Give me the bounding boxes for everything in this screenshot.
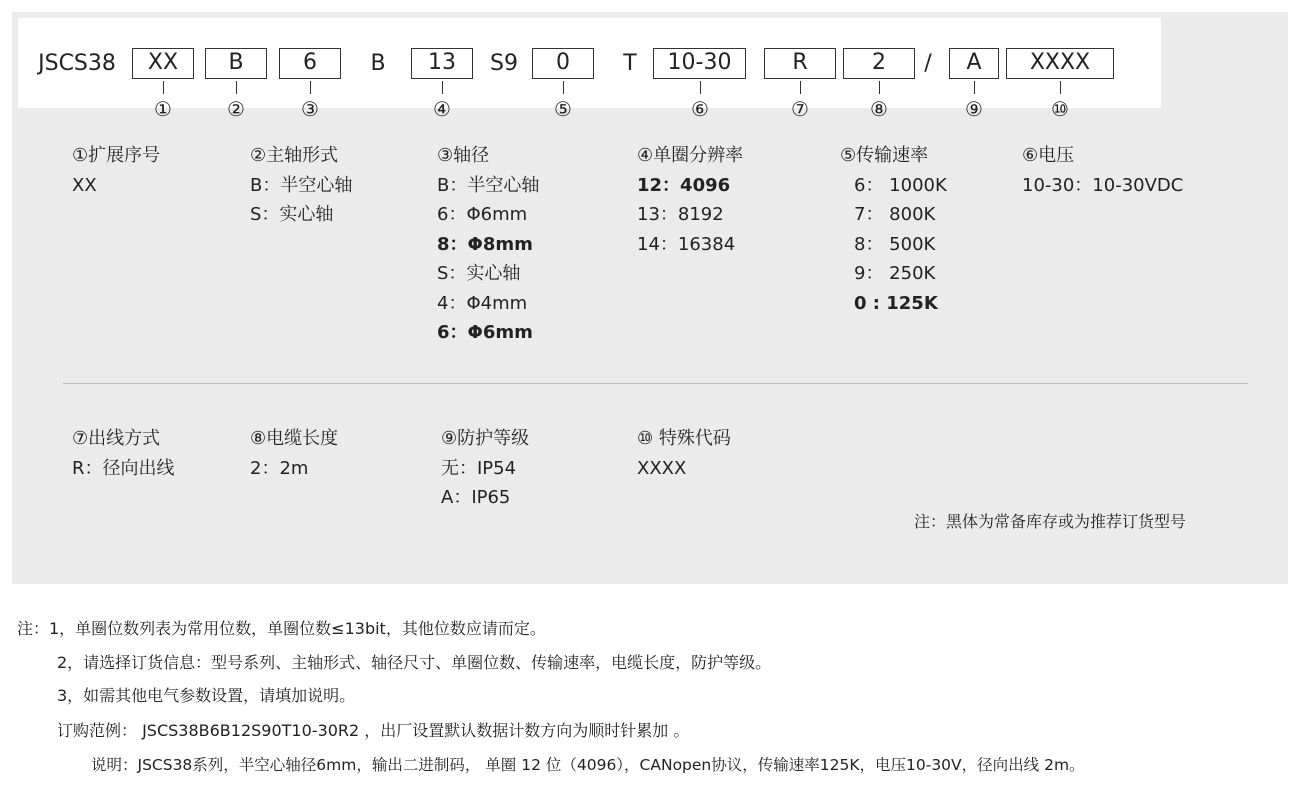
option-line: 14：16384 bbox=[637, 233, 736, 255]
model-prefix: JSCS38 bbox=[38, 51, 116, 76]
code-tick bbox=[879, 81, 880, 94]
option-line: 9： 250K bbox=[854, 263, 936, 284]
code-box-1: XX bbox=[132, 48, 194, 79]
code-box-10: XXXX bbox=[1006, 48, 1114, 79]
code-slash: / bbox=[924, 51, 932, 76]
option-baud-rate bbox=[840, 141, 947, 318]
option-line: 无：IP54 bbox=[441, 457, 517, 479]
option-line: XXXX bbox=[637, 457, 687, 479]
note-line-3: 3，如需其他电气参数设置，请填加说明。 bbox=[57, 686, 356, 705]
option-title: ①扩展序号 bbox=[72, 145, 161, 166]
option-line: 10-30：10-30VDC bbox=[1022, 174, 1184, 196]
option-voltage bbox=[1022, 141, 1183, 200]
option-line: XX bbox=[72, 174, 97, 196]
option-title: ⑨防护等级 bbox=[441, 428, 530, 449]
option-title: ⑦出线方式 bbox=[72, 428, 161, 449]
code-tick bbox=[236, 81, 237, 94]
option-line: A：IP65 bbox=[441, 487, 511, 508]
option-line: 8： 500K bbox=[854, 233, 936, 255]
option-line: B：半空心轴 bbox=[437, 174, 540, 196]
section-divider bbox=[63, 383, 1248, 384]
option-line: R：径向出线 bbox=[72, 457, 175, 479]
option-shaft-diameter bbox=[437, 141, 539, 348]
code-tick bbox=[700, 81, 701, 94]
code-box-4: 13 bbox=[411, 48, 473, 79]
option-title: ⑥电压 bbox=[1022, 145, 1075, 166]
option-line: S：实心轴 bbox=[437, 263, 521, 284]
code-fixed-b: B bbox=[370, 51, 386, 76]
recommended-note: 注：黑体为常备库存或为推荐订货型号 bbox=[914, 512, 1187, 531]
option-singleturn-resolution bbox=[637, 141, 743, 259]
option-line-recommended: 12：4096 bbox=[637, 174, 731, 196]
option-line-recommended: 8：Φ8mm bbox=[437, 233, 533, 255]
option-line: 4：Φ4mm bbox=[437, 292, 528, 314]
option-line-recommended: 0 : 125K bbox=[854, 292, 938, 314]
option-title: ⑧电缆长度 bbox=[250, 428, 339, 449]
marker-1: ① bbox=[154, 97, 172, 121]
code-tick bbox=[800, 81, 801, 94]
option-line: 13：8192 bbox=[637, 204, 724, 225]
code-tick bbox=[563, 81, 564, 94]
marker-4: ④ bbox=[433, 97, 451, 121]
note-line-2: 2，请选择订货信息：型号系列、主轴形式、轴径尺寸、单圈位数、传输速率，电缆长度，防护等级。 bbox=[57, 653, 772, 672]
option-title: ②主轴形式 bbox=[250, 145, 339, 166]
code-tick bbox=[974, 81, 975, 94]
code-tick bbox=[310, 81, 311, 94]
option-line: 7： 800K bbox=[854, 204, 936, 225]
option-shaft-type bbox=[250, 141, 352, 230]
option-title: ⑩ 特殊代码 bbox=[637, 428, 731, 449]
option-title: ③轴径 bbox=[437, 145, 490, 166]
option-protection-class bbox=[441, 424, 529, 513]
marker-3: ③ bbox=[301, 97, 319, 121]
code-box-9: A bbox=[949, 48, 999, 79]
marker-8: ⑧ bbox=[870, 97, 888, 121]
option-cable-length bbox=[250, 424, 338, 483]
marker-6: ⑥ bbox=[691, 97, 709, 121]
marker-9: ⑨ bbox=[965, 97, 983, 121]
code-box-3: 6 bbox=[279, 48, 341, 79]
option-line: 2：2m bbox=[250, 457, 309, 479]
code-box-8: 2 bbox=[843, 48, 915, 79]
option-line: B：半空心轴 bbox=[250, 174, 353, 196]
order-example-explanation: 说明：JSCS38系列，半空心轴径6mm，输出二进制码， 单圈 12 位（4096），CANopen协议，传输速率125K，电压10-30V，径向出线 2m。 bbox=[91, 756, 1085, 774]
marker-7: ⑦ bbox=[791, 97, 809, 121]
option-line-recommended: 6：Φ6mm bbox=[437, 322, 533, 343]
note-line-1: 注：1，单圈位数列表为常用位数，单圈位数≤13bit，其他位数应请而定。 bbox=[17, 619, 546, 638]
code-box-2: B bbox=[205, 48, 267, 79]
code-fixed-t: T bbox=[623, 51, 637, 76]
option-title: ⑤传输速率 bbox=[840, 145, 929, 166]
code-box-5: 0 bbox=[532, 48, 594, 79]
option-title: ④单圈分辨率 bbox=[637, 145, 744, 166]
option-line: 6：Φ6mm bbox=[437, 204, 528, 225]
option-cable-exit bbox=[72, 424, 175, 483]
marker-10: ⑩ bbox=[1051, 97, 1069, 121]
code-box-7: R bbox=[764, 48, 836, 79]
code-tick bbox=[442, 81, 443, 94]
marker-5: ⑤ bbox=[554, 97, 572, 121]
option-extension-number bbox=[72, 141, 160, 200]
code-fixed-s9: S9 bbox=[490, 51, 518, 76]
option-special-code bbox=[637, 424, 731, 483]
code-bar bbox=[18, 18, 1161, 121]
option-line: 6： 1000K bbox=[854, 174, 947, 196]
code-box-6: 10-30 bbox=[653, 48, 746, 79]
option-line: S：实心轴 bbox=[250, 204, 334, 225]
order-example: 订购范例： JSCS38B6B12S90T10-30R2 ，出厂设置默认数据计数方向为顺时针累加 。 bbox=[57, 721, 690, 740]
marker-2: ② bbox=[227, 97, 245, 121]
code-tick bbox=[1060, 81, 1061, 94]
code-tick bbox=[163, 81, 164, 94]
